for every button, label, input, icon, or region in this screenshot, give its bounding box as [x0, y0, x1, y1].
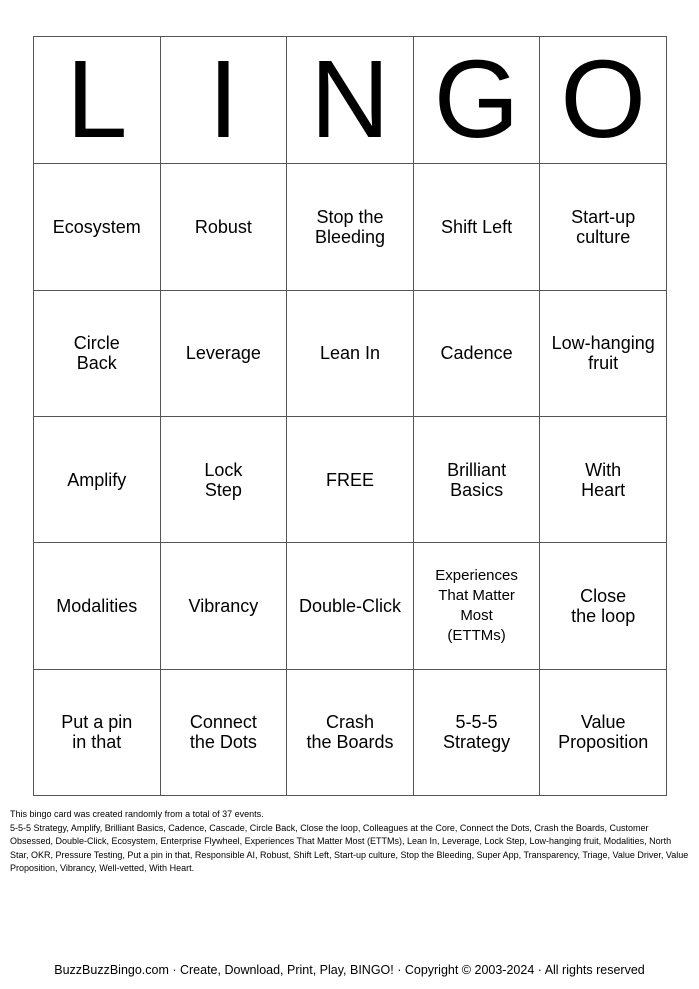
- cell-label: Stop the Bleeding: [314, 206, 386, 247]
- bingo-cell: [287, 543, 414, 669]
- cell-label: Value Proposition: [558, 712, 649, 753]
- bingo-cell: [34, 543, 161, 669]
- cell-label: Put a pin in that: [61, 712, 133, 753]
- cell-label: Close the loop: [571, 585, 636, 626]
- bingo-cell: [413, 416, 540, 542]
- bingo-cell: [413, 669, 540, 795]
- free-space-cell: [287, 416, 414, 542]
- bingo-cell: [160, 290, 287, 416]
- cell-label: With Heart: [581, 459, 626, 500]
- site-footer: BuzzBuzzBingo.com · Create, Download, Print, Play, BINGO! · Copyright © 2003-2024 · All rights reserved: [54, 963, 645, 977]
- bingo-cell: [34, 290, 161, 416]
- header-letter: N: [287, 37, 414, 164]
- bingo-cell: [160, 416, 287, 542]
- bingo-row: [34, 543, 667, 669]
- bingo-cell: [413, 543, 540, 669]
- cell-label: Double-Click: [298, 595, 401, 616]
- cell-label: Experiences That Matter Most (ETTMs): [435, 566, 518, 644]
- cell-label: Start-up culture: [571, 206, 636, 247]
- bingo-row: [34, 416, 667, 542]
- bingo-card: [33, 36, 667, 796]
- cell-label: Connect the Dots: [189, 712, 257, 753]
- cell-label: Cadence: [440, 343, 513, 364]
- cell-label: Crash the Boards: [306, 712, 394, 753]
- bingo-cell: [287, 290, 414, 416]
- cell-label: Leverage: [185, 343, 261, 364]
- bingo-header-row: [34, 37, 667, 164]
- header-letter: I: [160, 37, 287, 164]
- bingo-cell: [413, 164, 540, 290]
- bingo-cell: [540, 164, 667, 290]
- event-list: 5-5-5 Strategy, Amplify, Brilliant Basics, Cadence, Cascade, Circle Back, Close the loop, Colleagues at the Core, Connect the Dots, Crash the Boards, Customer Obsessed, Double-Click, Ecosystem, Enterprise Flywheel, Experiences That Matter Most (ETTMs), Lean In, Leverage, Lock Step, Low-hanging fruit, Modalities, North Star, OKR, Pressure Testing, Put a pin in that, Responsible AI, Robust, Shift Left, Start-up culture, Stop the Bleeding, Super App, Transparency, Triage, Value Driver, Value Proposition, Vibrancy, Well-vetted, With Heart.: [10, 822, 689, 873]
- cell-label: Shift Left: [441, 216, 513, 237]
- bingo-cell: [160, 669, 287, 795]
- cell-label: Circle Back: [73, 333, 120, 374]
- bingo-cell: [287, 669, 414, 795]
- header-letter: G: [413, 37, 540, 164]
- bingo-cell: [34, 669, 161, 795]
- bingo-cell: [160, 543, 287, 669]
- cell-label: Low-hanging fruit: [551, 333, 655, 374]
- card-info: [10, 808, 690, 876]
- free-space-label: FREE: [325, 469, 374, 490]
- cell-label: 5-5-5 Strategy: [443, 712, 511, 753]
- bingo-cell: [540, 543, 667, 669]
- cell-label: Modalities: [56, 595, 138, 616]
- bingo-row: [34, 669, 667, 795]
- cell-label: Vibrancy: [188, 595, 259, 616]
- cell-label: Ecosystem: [52, 216, 141, 237]
- cell-label: Lock Step: [204, 459, 243, 500]
- bingo-cell: [540, 669, 667, 795]
- bingo-cell: [34, 416, 161, 542]
- bingo-cell: [34, 164, 161, 290]
- bingo-cell: [287, 164, 414, 290]
- card-summary: This bingo card was created randomly from a total of 37 events.: [10, 809, 264, 819]
- header-letter: O: [540, 37, 667, 164]
- bingo-cell: [160, 164, 287, 290]
- header-letter: L: [34, 37, 161, 164]
- cell-label: Amplify: [67, 469, 127, 490]
- cell-label: Brilliant Basics: [447, 459, 507, 500]
- cell-label: Robust: [194, 216, 252, 237]
- bingo-row: [34, 290, 667, 416]
- bingo-cell: [540, 416, 667, 542]
- bingo-cell: [540, 290, 667, 416]
- bingo-cell: [413, 290, 540, 416]
- bingo-row: [34, 164, 667, 290]
- cell-label: Lean In: [319, 343, 381, 364]
